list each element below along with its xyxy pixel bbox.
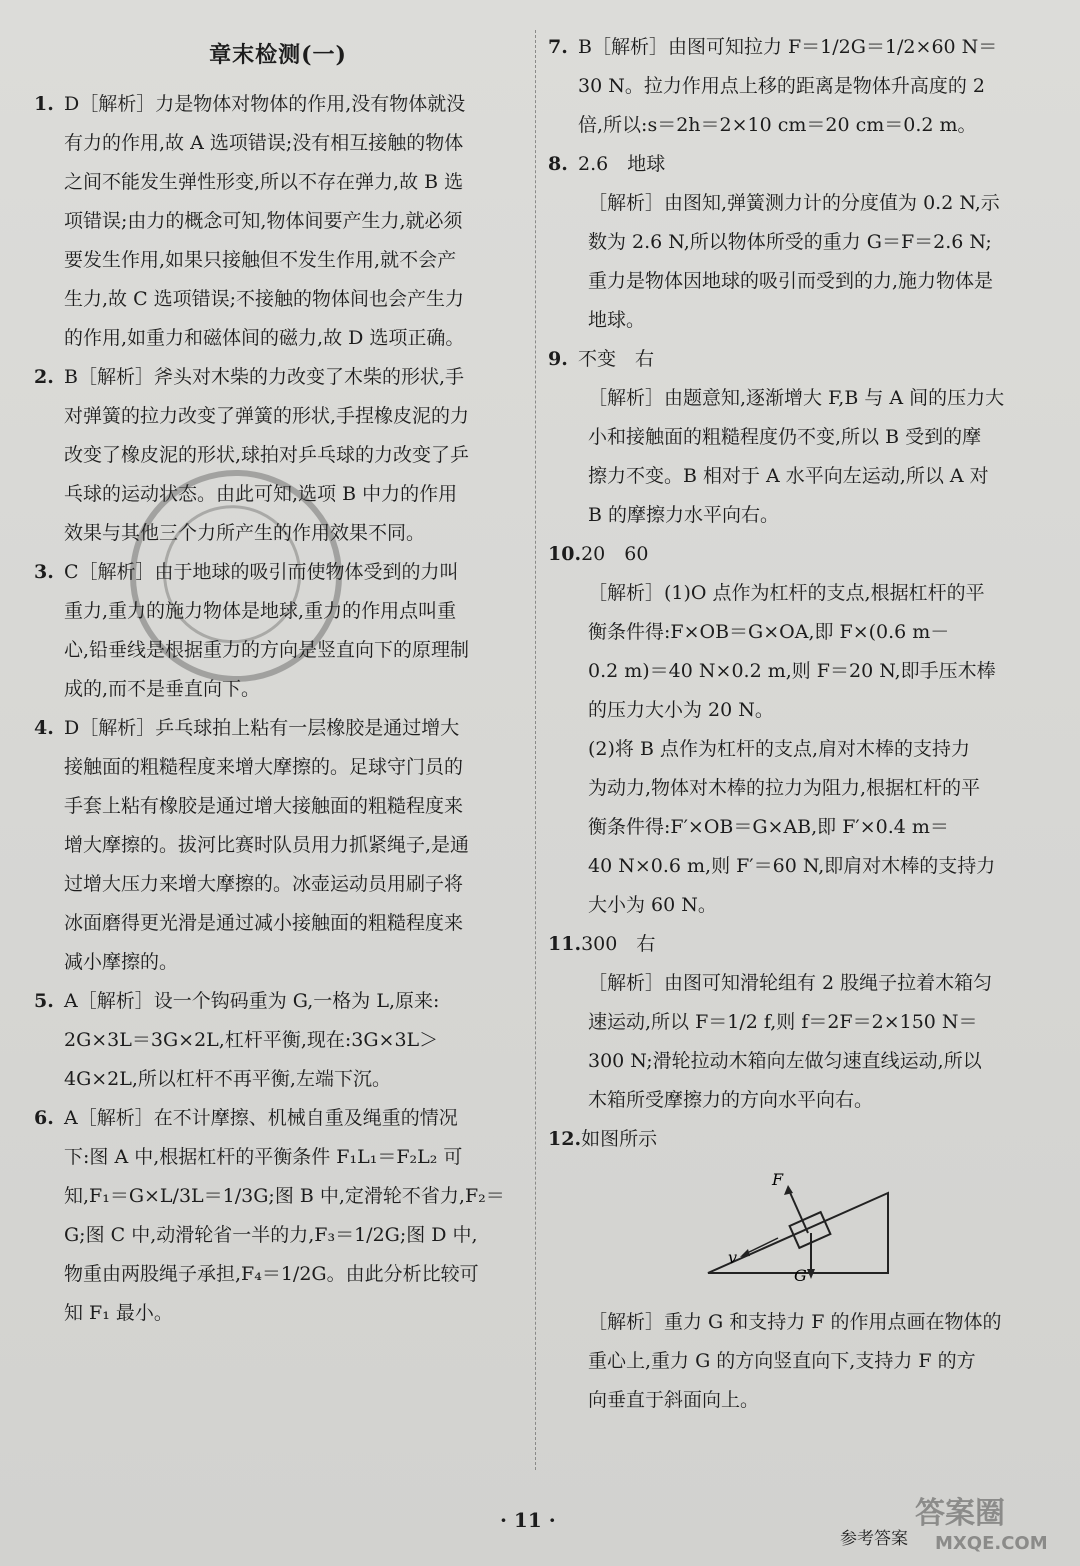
answer-line — [34, 241, 522, 280]
analysis-line: ［解析］(1)O 点作为杠杆的支点,根据杠杆的平 — [588, 582, 985, 604]
line-text: 减小摩擦的。 — [64, 951, 179, 973]
analysis-line: 地球。 — [588, 309, 646, 331]
line-text: A［解析］在不计摩擦、机械自重及绳重的情况 — [64, 1107, 458, 1129]
answer-line — [548, 67, 1046, 106]
answer-line — [548, 340, 1046, 379]
line-text: 乓球的运动状态。由此可知,选项 B 中力的作用 — [64, 483, 458, 505]
answer-line — [34, 514, 522, 553]
answer-line — [34, 670, 522, 709]
analysis-line: 木箱所受摩擦力的方向水平向右。 — [588, 1089, 874, 1111]
answer-line — [34, 553, 522, 592]
answer-line — [34, 1021, 522, 1060]
line-text: 项错误;由力的概念可知,物体间要产生力,就必须 — [64, 210, 463, 232]
footer-label: 参考答案 — [840, 1529, 908, 1549]
answer-line — [34, 1255, 522, 1294]
answer-line — [34, 748, 522, 787]
answer-line — [548, 106, 1046, 145]
answer-line — [34, 319, 522, 358]
answer-line — [34, 280, 522, 319]
line-text: 的作用,如重力和磁体间的磁力,故 D 选项正确。 — [64, 327, 465, 349]
incline-diagram — [698, 1163, 898, 1283]
answer-item — [34, 358, 522, 553]
answer-line — [34, 709, 522, 748]
svg-text:MXQE.COM: MXQE.COM — [935, 1533, 1048, 1554]
line-text: 生力,故 C 选项错误;不接触的物体间也会产生力 — [64, 288, 465, 310]
analysis-line: (2)将 B 点作为杠杆的支点,肩对木棒的支持力 — [588, 738, 970, 760]
label-v: v — [728, 1248, 738, 1267]
analysis-line: 重力是物体因地球的吸引而受到的力,施力物体是 — [588, 270, 994, 292]
line-text: 2.6 地球 — [578, 153, 666, 175]
answer-line — [34, 475, 522, 514]
line-text: 30 N。拉力作用点上移的距离是物体升高度的 2 — [578, 75, 985, 97]
answer-line — [34, 358, 522, 397]
analysis-line: ［解析］由图可知滑轮组有 2 股绳子拉着木箱匀 — [588, 972, 993, 994]
line-text: 心,铅垂线是根据重力的方向是竖直向下的原理制 — [64, 639, 470, 661]
line-text: 倍,所以:s＝2h＝2×10 cm＝20 cm＝0.2 m。 — [578, 114, 977, 136]
line-text: A［解析］设一个钩码重为 G,一格为 L,原来: — [64, 990, 440, 1012]
line-text: 有力的作用,故 A 选项错误;没有相互接触的物体 — [64, 132, 464, 154]
answer-line — [548, 28, 1046, 67]
analysis-line: 300 N;滑轮拉动木箱向左做匀速直线运动,所以 — [588, 1050, 982, 1072]
analysis-line: 衡条件得:F×OB＝G×OA,即 F×(0.6 m－ — [588, 621, 950, 643]
line-text: 过增大压力来增大摩擦的。冰壶运动员用刷子将 — [64, 873, 464, 895]
line-text: 300 右 — [581, 933, 656, 955]
line-text: 效果与其他三个力所产生的作用效果不同。 — [64, 522, 426, 544]
analysis-line: 速运动,所以 F＝1/2 f,则 f＝2F＝2×150 N＝ — [588, 1011, 978, 1033]
analysis-line: 40 N×0.6 m,则 F′＝60 N,即肩对木棒的支持力 — [588, 855, 996, 877]
line-text: C［解析］由于地球的吸引而使物体受到的力叫 — [64, 561, 459, 583]
item-number: 10. — [548, 543, 582, 565]
answer-item — [34, 1099, 522, 1333]
answer-item — [548, 925, 1046, 1120]
answer-line — [34, 202, 522, 241]
right-column — [548, 28, 1046, 1420]
item-number: 9. — [548, 348, 568, 370]
analysis-line: 重心上,重力 G 的方向竖直向下,支持力 F 的方 — [588, 1350, 976, 1372]
left-column — [34, 28, 522, 1333]
item-number: 2. — [34, 366, 54, 388]
analysis-line: ［解析］由图知,弹簧测力计的分度值为 0.2 N,示 — [588, 192, 1000, 214]
answer-line — [34, 592, 522, 631]
answer-item — [548, 1120, 1046, 1420]
watermark-logo — [905, 1485, 1055, 1555]
column-divider — [535, 30, 536, 1470]
answer-item — [548, 340, 1046, 535]
answer-item — [34, 709, 522, 982]
line-text: 2G×3L＝3G×2L,杠杆平衡,现在:3G×3L＞ — [64, 1029, 439, 1051]
answer-line — [34, 787, 522, 826]
answer-line — [34, 1138, 522, 1177]
line-text: 物重由两股绳子承担,F₄＝1/2G。由此分析比较可 — [64, 1263, 479, 1285]
support-force-arrowhead — [784, 1185, 793, 1195]
answer-line — [34, 163, 522, 202]
answer-line — [34, 631, 522, 670]
line-text: 如图所示 — [581, 1128, 658, 1150]
answer-item — [548, 28, 1046, 145]
velocity-arrowhead — [740, 1249, 750, 1257]
item-number: 12. — [548, 1128, 582, 1150]
answer-line — [34, 1177, 522, 1216]
line-text: 接触面的粗糙程度来增大摩擦的。足球守门员的 — [64, 756, 464, 778]
line-text: 不变 右 — [578, 348, 655, 370]
answer-line — [548, 1120, 1046, 1159]
answer-line — [34, 943, 522, 982]
answer-line — [34, 1060, 522, 1099]
svg-text:答案圈: 答案圈 — [915, 1496, 1005, 1531]
answer-line — [34, 85, 522, 124]
line-text: D［解析］乒乓球拍上粘有一层橡胶是通过增大 — [64, 717, 460, 739]
answer-line — [548, 925, 1046, 964]
item-number: 3. — [34, 561, 54, 583]
analysis-line: 0.2 m)＝40 N×0.2 m,则 F＝20 N,即手压木棒 — [588, 660, 996, 682]
answer-line — [34, 1294, 522, 1333]
answer-line — [34, 124, 522, 163]
answer-line — [34, 1099, 522, 1138]
analysis-line: 擦力不变。B 相对于 A 水平向左运动,所以 A 对 — [588, 465, 989, 487]
item-number: 11. — [548, 933, 582, 955]
answer-item — [548, 535, 1046, 925]
line-text: 冰面磨得更光滑是通过减小接触面的粗糙程度来 — [64, 912, 464, 934]
line-text: 重力,重力的施力物体是地球,重力的作用点叫重 — [64, 600, 457, 622]
line-text: G;图 C 中,动滑轮省一半的力,F₃＝1/2G;图 D 中, — [64, 1224, 478, 1246]
line-text: 要发生作用,如果只接触但不发生作用,就不会产 — [64, 249, 457, 271]
line-text: 之间不能发生弹性形变,所以不存在弹力,故 B 选 — [64, 171, 464, 193]
answer-line — [34, 1216, 522, 1255]
answer-line — [34, 904, 522, 943]
item-number: 5. — [34, 990, 54, 1012]
line-text: 下:图 A 中,根据杠杆的平衡条件 F₁L₁＝F₂L₂ 可 — [64, 1146, 463, 1168]
analysis-line: 的压力大小为 20 N。 — [588, 699, 774, 721]
line-text: 增大摩擦的。拔河比赛时队员用力抓紧绳子,是通 — [64, 834, 470, 856]
page-number: · 11 · — [500, 1508, 556, 1532]
line-text: 4G×2L,所以杠杆不再平衡,左端下沉。 — [64, 1068, 391, 1090]
item-number: 1. — [34, 93, 54, 115]
analysis-line: ［解析］由题意知,逐渐增大 F,B 与 A 间的压力大 — [588, 387, 1005, 409]
line-text: 手套上粘有橡胶是通过增大接触面的粗糙程度来 — [64, 795, 464, 817]
line-text: 成的,而不是垂直向下。 — [64, 678, 261, 700]
page-title: 章末检测(一) — [209, 42, 347, 68]
line-text: 20 60 — [581, 543, 649, 565]
analysis-line: 为动力,物体对木棒的拉力为阻力,根据杠杆的平 — [588, 777, 981, 799]
line-text: B［解析］由图可知拉力 F＝1/2G＝1/2×60 N＝ — [578, 36, 998, 58]
analysis-line: 大小为 60 N。 — [588, 894, 717, 916]
item-number: 8. — [548, 153, 568, 175]
line-text: 知 F₁ 最小。 — [64, 1302, 173, 1324]
analysis-line: B 的摩擦力水平向右。 — [588, 504, 780, 526]
answer-line — [548, 535, 1046, 574]
analysis-line: 向垂直于斜面向上。 — [588, 1389, 760, 1411]
line-text: 改变了橡皮泥的形状,球拍对乒乓球的力改变了乒 — [64, 444, 470, 466]
answer-line — [548, 145, 1046, 184]
label-G: G — [794, 1266, 807, 1283]
answer-line — [34, 982, 522, 1021]
answer-line — [34, 826, 522, 865]
answer-item — [34, 553, 522, 709]
answer-line — [34, 397, 522, 436]
line-text: 知,F₁＝G×L/3L＝1/3G;图 B 中,定滑轮不省力,F₂＝ — [64, 1185, 505, 1207]
item-number: 6. — [34, 1107, 54, 1129]
analysis-line: 小和接触面的粗糙程度仍不变,所以 B 受到的摩 — [588, 426, 982, 448]
label-F: F — [772, 1170, 784, 1189]
analysis-line: 数为 2.6 N,所以物体所受的重力 G＝F＝2.6 N; — [588, 231, 992, 253]
line-text: B［解析］斧头对木柴的力改变了木柴的形状,手 — [64, 366, 465, 388]
line-text: 对弹簧的拉力改变了弹簧的形状,手捏橡皮泥的力 — [64, 405, 470, 427]
answer-item — [34, 85, 522, 358]
analysis-line: 衡条件得:F′×OB＝G×AB,即 F′×0.4 m＝ — [588, 816, 949, 838]
item-number: 7. — [548, 36, 568, 58]
analysis-line: ［解析］重力 G 和支持力 F 的作用点画在物体的 — [588, 1311, 1002, 1333]
item-number: 4. — [34, 717, 54, 739]
line-text: D［解析］力是物体对物体的作用,没有物体就没 — [64, 93, 466, 115]
answer-line — [34, 865, 522, 904]
answer-item — [548, 145, 1046, 340]
answer-line — [34, 436, 522, 475]
answer-item — [34, 982, 522, 1099]
